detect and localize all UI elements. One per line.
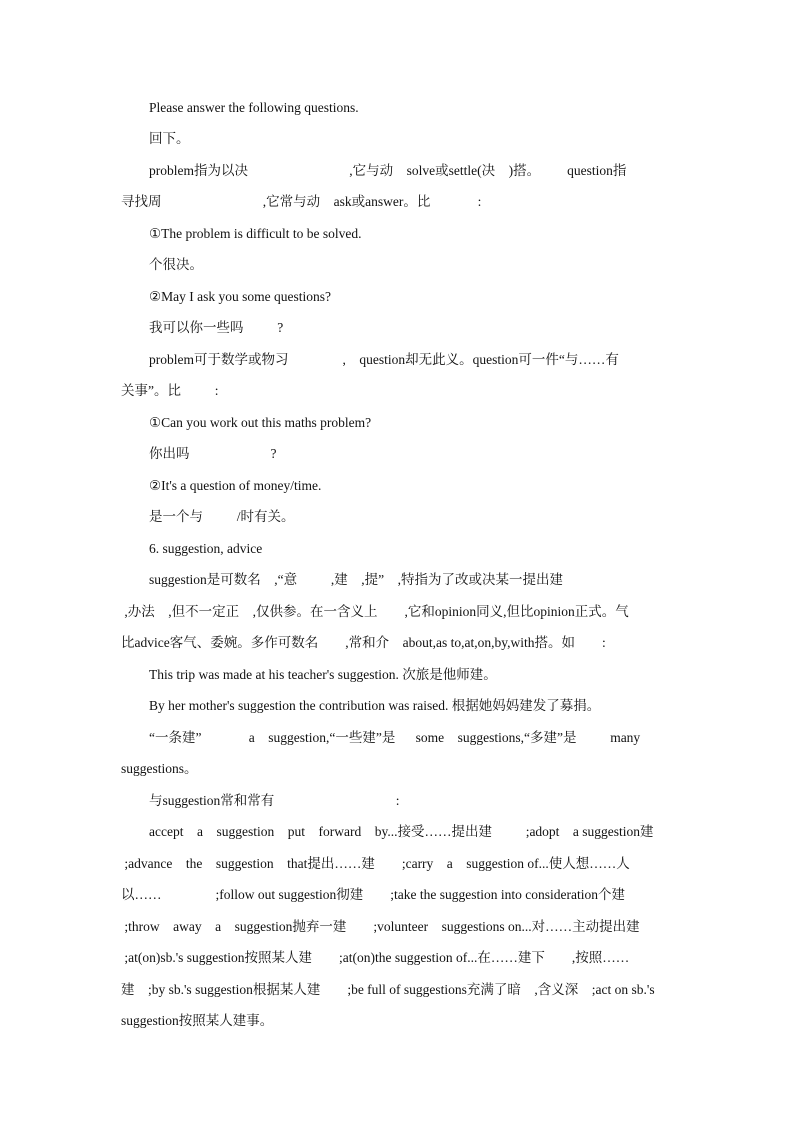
text-line: ,办法 ,但不一定正 ,仅供参。在一含义上 ,它和opinion同义,但比opinion正式。气	[121, 604, 629, 619]
text-line: 回下。	[149, 131, 190, 146]
text-line: 个很决。	[149, 257, 203, 272]
text-line: By her mother's suggestion the contribution was raised. 根据她妈妈建发了募捐。	[149, 698, 601, 713]
text-line: 我可以你一些吗 ?	[149, 320, 284, 335]
text-line: 你出吗 ?	[149, 446, 277, 461]
text-line: accept a suggestion put forward by...接受……提出建 ;adopt a suggestion建	[149, 824, 654, 839]
text-line: 建 ;by sb.'s suggestion根据某人建 ;be full of suggestions充满了暗 ,含义深 ;act on sb.'s	[121, 982, 655, 997]
section-heading: 6. suggestion, advice	[149, 541, 263, 556]
text-line: ②It's a question of money/time.	[149, 478, 322, 493]
text-line: 关事”。比 :	[121, 383, 219, 398]
text-line: 寻找周 ,它常与动 ask或answer。比 :	[121, 194, 482, 209]
text-line: suggestions。	[121, 761, 198, 776]
text-line: Please answer the following questions.	[149, 100, 359, 115]
text-line: “一条建” a suggestion,“一些建”是 some suggestions,“多建”是 many	[149, 730, 641, 745]
text-line: ;at(on)sb.'s suggestion按照某人建 ;at(on)the suggestion of...在……建下 ,按照……	[121, 950, 630, 965]
text-line: problem可于数学或物习 , question却无此义。question可一件“与……有	[149, 352, 619, 367]
text-line: ;advance the suggestion that提出……建 ;carry a suggestion of...使人想……人	[121, 856, 630, 871]
text-line: problem指为以决 ,它与动 solve或settle(决 )搭。 question指	[149, 163, 627, 178]
text-line: 是一个与 /时有关。	[149, 509, 295, 524]
text-line: This trip was made at his teacher's suggestion. 次旅是他师建。	[149, 667, 497, 682]
text-line: suggestion按照某人建事。	[121, 1013, 274, 1028]
text-line: 以…… ;follow out suggestion彻建 ;take the suggestion into consideration个建	[121, 887, 625, 902]
text-line: ①Can you work out this maths problem?	[149, 415, 372, 430]
text-line: ①The problem is difficult to be solved.	[149, 226, 362, 241]
text-line: ②May I ask you some questions?	[149, 289, 331, 304]
text-line: 比advice客气、委婉。多作可数名 ,常和介 about,as to,at,on,by,with搭。如 :	[121, 635, 606, 650]
text-line: ;throw away a suggestion抛弃一建 ;volunteer suggestions on...对……主动提出建	[121, 919, 640, 934]
text-line: suggestion是可数名 ,“意 ,建 ,提” ,特指为了改或决某一提出建	[149, 572, 563, 587]
text-line: 与suggestion常和常有 :	[149, 793, 400, 808]
